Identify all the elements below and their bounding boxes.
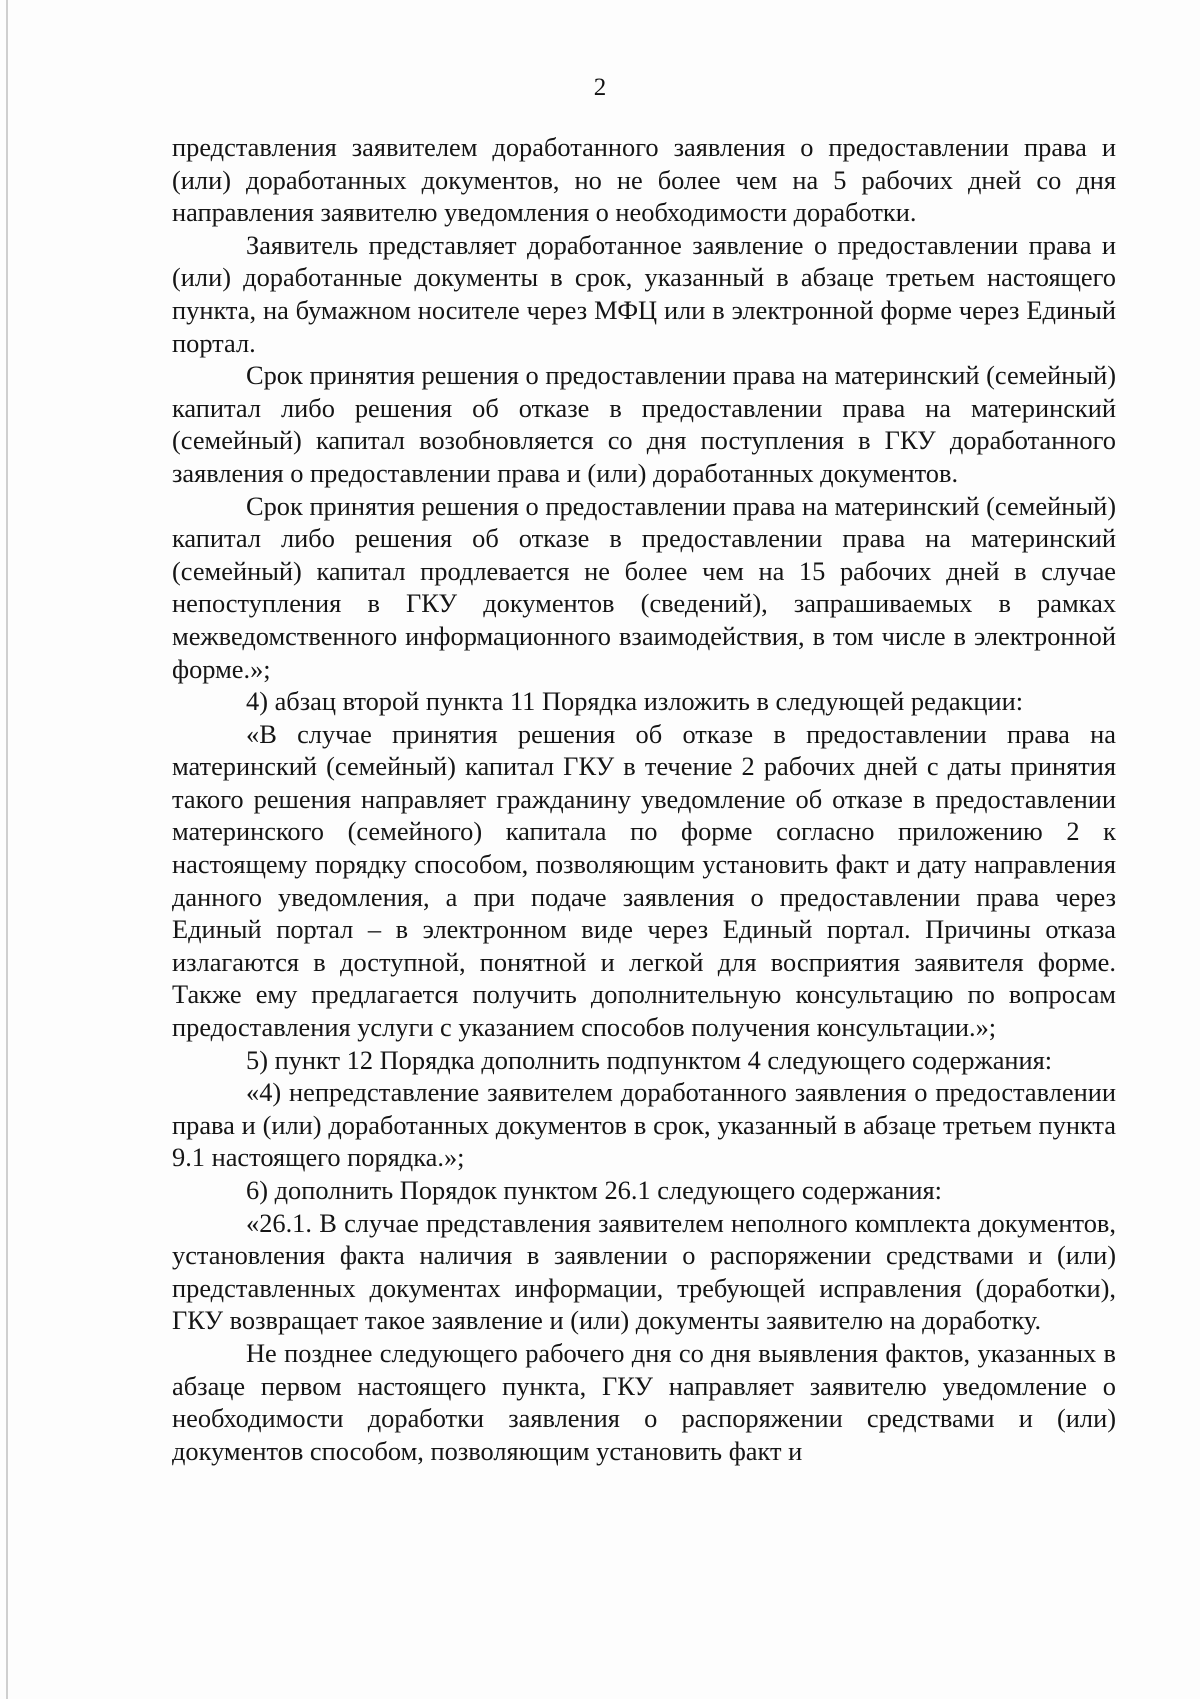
paragraph: 4) абзац второй пункта 11 Порядка изложить в следующей редакции: (246, 686, 1024, 717)
paragraph: «4) непредставление заявителем доработанного заявления о предоставлении права и (или) доработанных документов в срок, указанный в абзаце третьем пункта 9.1 настоящего порядка.»; (172, 1077, 1116, 1173)
paragraph: Не позднее следующего рабочего дня со дня выявления фактов, указанных в абзаце первом настоящего пункта, ГКУ направляет заявителю уведомление о необходимости доработки заявления о распоряжении средствами и (или) документов способом, позволяющим установить факт и (172, 1337, 1116, 1466)
paragraph: Срок принятия решения о предоставлении права на материнский (семейный) капитал либо решения об отказе в предоставлении права на материнский (семейный) капитал возобновляется со дня поступления в ГКУ доработанного заявления о предоставлении права и (или) доработанных документов. (172, 360, 1116, 488)
scan-edge (6, 0, 8, 1699)
document-body (172, 131, 1116, 1467)
paragraph: 5) пункт 12 Порядка дополнить подпунктом 4 следующего содержания: (246, 1044, 1053, 1075)
paragraph-continuation: представления заявителем доработанного заявления о предоставлении права и (или) доработанных документов, но не более чем на 5 рабочих дней со дня направления заявителю уведомления о необходимости доработки. (172, 132, 1116, 228)
page-number: 2 (593, 74, 607, 101)
paragraph: Заявитель представляет доработанное заявление о предоставлении права и (или) доработанные документы в срок, указанный в абзаце третьем настоящего пункта, на бумажном носителе через МФЦ или в электронной форме через Единый портал. (172, 229, 1116, 358)
paragraph: «26.1. В случае представления заявителем неполного комплекта документов, установления факта наличия в заявлении о распоряжении средствами и (или) представленных документах информации, требующей исправления (доработки), ГКУ возвращает такое заявление и (или) документы заявителю на доработку. (172, 1207, 1116, 1336)
paragraph: Срок принятия решения о предоставлении права на материнский (семейный) капитал либо решения об отказе в предоставлении права на материнский (семейный) капитал продлевается не более чем на 15 рабочих дней в случае непоступления в ГКУ документов (сведений), запрашиваемых в рамках межведомственного информационного взаимодействия, в том числе в электронной форме.»; (172, 490, 1116, 684)
paragraph: 6) дополнить Порядок пунктом 26.1 следующего содержания: (246, 1175, 942, 1205)
paragraph: «В случае принятия решения об отказе в предоставлении права на материнский (семейный) капитал ГКУ в течение 2 рабочих дней с даты принятия такого решения направляет гражданину уведомление об отказе в предоставлении материнского (семейного) капитала по форме согласно приложению 2 к настоящему порядку способом, позволяющим установить факт и дату направления данного уведомления, а при подаче заявления о предоставлении права через Единый портал – в электронном виде через Единый портал. Причины отказа излагаются в доступной, понятной и легкой для восприятия заявителя форме. Также ему предлагается получить дополнительную консультацию по вопросам предоставления услуги с указанием способов получения консультации.»; (172, 718, 1116, 1043)
